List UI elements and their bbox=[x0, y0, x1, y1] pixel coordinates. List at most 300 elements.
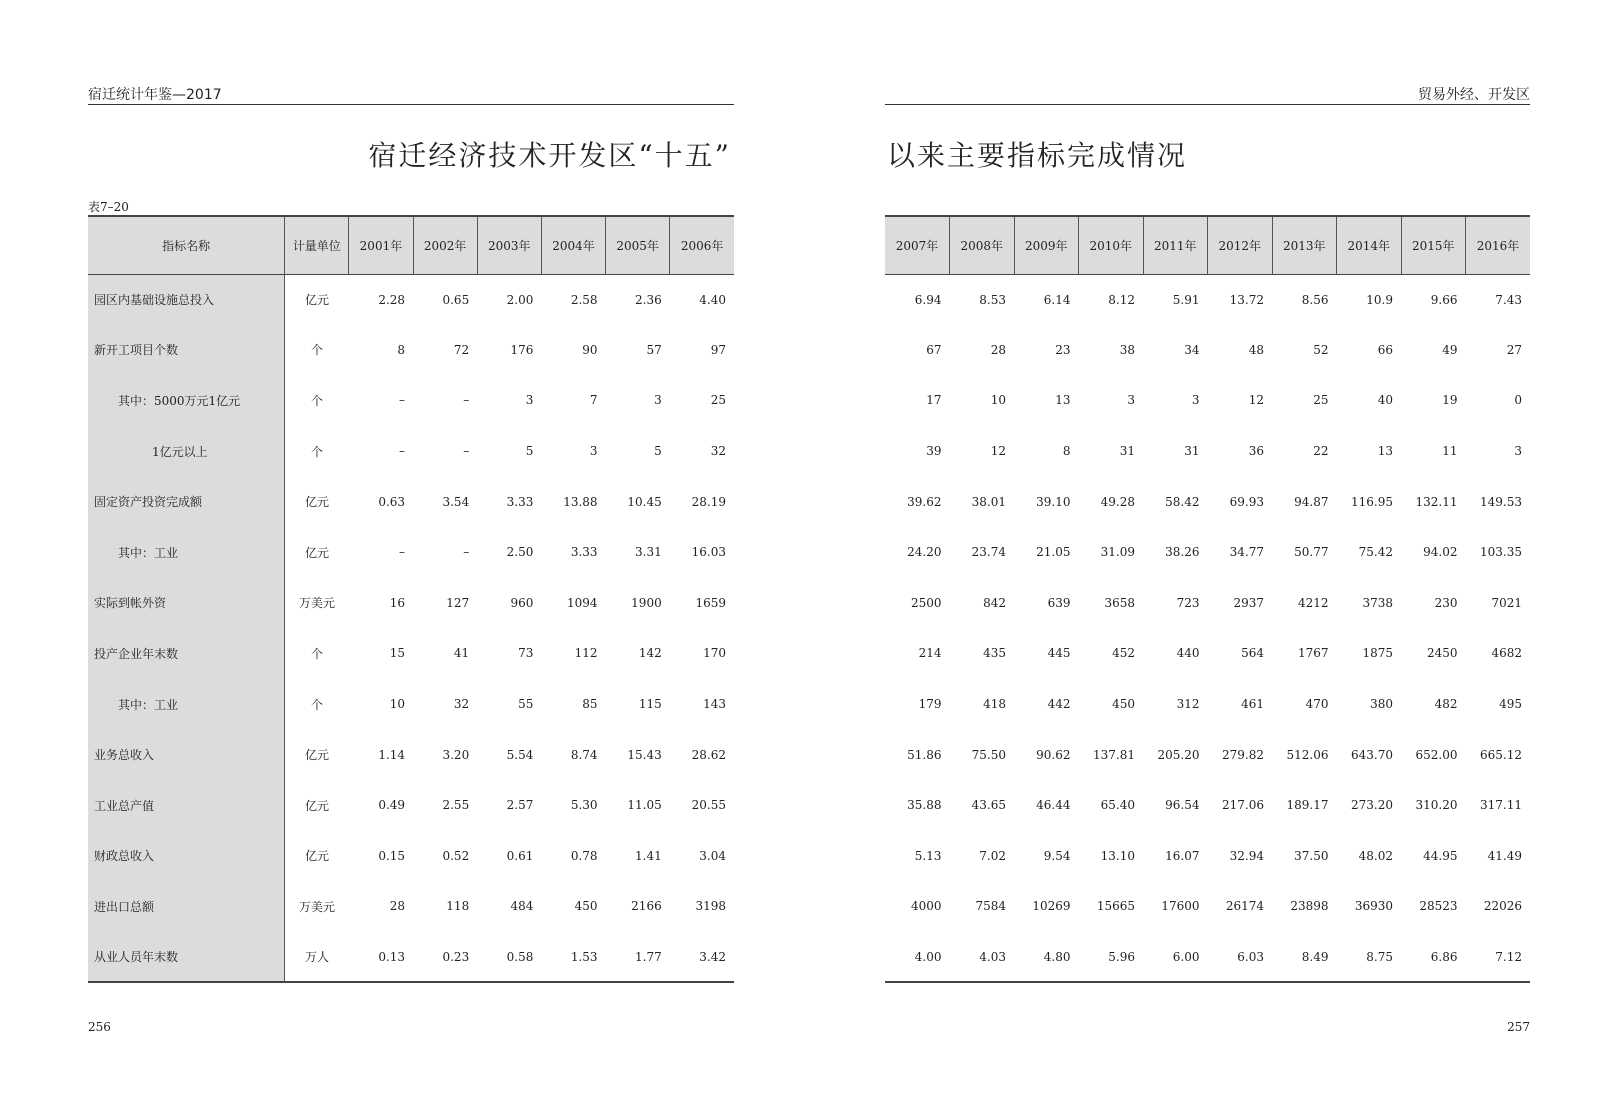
table-cell: 3 bbox=[525, 393, 534, 408]
table-cell: 8.49 bbox=[1272, 932, 1337, 983]
table-cell: 13.10 bbox=[1100, 848, 1135, 863]
table-cell: 23898 bbox=[1290, 899, 1329, 914]
table-cell: 31.09 bbox=[1100, 545, 1135, 560]
table-cell: 73 bbox=[518, 646, 534, 661]
table-cell: 4212 bbox=[1297, 595, 1329, 610]
table-cell: 12 bbox=[990, 444, 1006, 459]
table-cell: 3 bbox=[1127, 393, 1135, 408]
table-cell: 6.03 bbox=[1208, 932, 1273, 983]
table-cell: 1767 bbox=[1297, 646, 1329, 661]
header-year: 2011年 bbox=[1143, 216, 1208, 274]
table-body-left bbox=[88, 274, 734, 982]
table-cell: 723 bbox=[1176, 595, 1200, 610]
table-cell: 0.63 bbox=[378, 494, 406, 509]
table-cell: 22026 bbox=[1483, 899, 1522, 914]
table-cell: 16 bbox=[389, 595, 406, 610]
table-cell: 0.78 bbox=[570, 848, 598, 863]
table-cell: 665.12 bbox=[1480, 747, 1522, 762]
table-cell: 25 bbox=[1313, 393, 1329, 408]
table-cell: 217.06 bbox=[1222, 798, 1264, 813]
table-cell: 66 bbox=[1377, 342, 1393, 357]
table-cell: 3 bbox=[1191, 393, 1200, 408]
table-cell: 46.44 bbox=[1036, 798, 1071, 813]
table-cell: 28 bbox=[389, 899, 406, 914]
header-year: 2012年 bbox=[1208, 216, 1273, 274]
table-cell: 52 bbox=[1313, 342, 1329, 357]
table-row bbox=[885, 578, 1530, 629]
indicator-unit: 亿元 bbox=[305, 849, 330, 864]
table-cell: 69.93 bbox=[1229, 494, 1264, 509]
table-cell: 279.82 bbox=[1222, 747, 1264, 762]
table-cell: 418 bbox=[983, 697, 1006, 712]
table-cell: 8.74 bbox=[570, 747, 598, 762]
indicator-unit: 亿元 bbox=[305, 748, 330, 763]
table-cell: 44.95 bbox=[1423, 848, 1458, 863]
table-cell: 8.56 bbox=[1301, 292, 1329, 307]
table-cell: 5 bbox=[654, 444, 662, 459]
table-cell: 3.20 bbox=[442, 747, 470, 762]
indicator-unit: 亿元 bbox=[305, 293, 330, 308]
table-cell: 8 bbox=[397, 342, 406, 357]
table-row bbox=[88, 527, 734, 578]
header-year: 2013年 bbox=[1272, 216, 1337, 274]
header-year: 2015年 bbox=[1401, 216, 1466, 274]
table-cell: 450 bbox=[1112, 697, 1135, 712]
table-cell: 90.62 bbox=[1036, 747, 1071, 762]
table-cell: 36930 bbox=[1354, 899, 1393, 914]
table-cell: 15665 bbox=[1096, 899, 1135, 914]
table-cell: 2500 bbox=[910, 595, 942, 610]
indicator-unit: 个 bbox=[311, 646, 324, 661]
table-cell: 5.91 bbox=[1172, 292, 1200, 307]
table-cell: 12 bbox=[1248, 393, 1264, 408]
indicator-name: 进出口总额 bbox=[88, 881, 285, 932]
table-row bbox=[88, 679, 734, 730]
table-cell: – bbox=[399, 444, 406, 459]
table-cell: 214 bbox=[918, 646, 942, 661]
header-year: 2010年 bbox=[1079, 216, 1144, 274]
table-cell: 4.03 bbox=[950, 932, 1015, 983]
table-cell: 0.52 bbox=[442, 848, 470, 863]
table-cell: 10269 bbox=[1032, 899, 1071, 914]
table-cell: 273.20 bbox=[1351, 798, 1393, 813]
table-cell: 7 bbox=[589, 393, 598, 408]
table-cell: 6.00 bbox=[1143, 932, 1208, 983]
table-cell: 0.61 bbox=[506, 848, 534, 863]
table-cell: 25 bbox=[710, 393, 726, 408]
header-year: 2009年 bbox=[1014, 216, 1079, 274]
header-year: 2004年 bbox=[541, 216, 605, 274]
indicator-unit: 个 bbox=[311, 343, 324, 358]
table-cell: 35.88 bbox=[907, 798, 942, 813]
table-cell: 41 bbox=[453, 646, 470, 661]
indicator-name: 其中：工业 bbox=[88, 679, 285, 730]
table-cell: 6.86 bbox=[1401, 932, 1466, 983]
table-cell: 1875 bbox=[1362, 646, 1393, 661]
header-year: 2008年 bbox=[950, 216, 1015, 274]
table-row bbox=[885, 476, 1530, 527]
table-cell: 5.30 bbox=[570, 798, 598, 813]
table-cell: 0.13 bbox=[349, 932, 413, 983]
table-cell: 1.77 bbox=[606, 932, 670, 983]
table-cell: 103.35 bbox=[1480, 545, 1522, 560]
table-cell: 16.03 bbox=[691, 545, 726, 560]
table-cell: 57 bbox=[646, 342, 662, 357]
table-cell: 10 bbox=[389, 697, 406, 712]
table-cell: 13.72 bbox=[1229, 292, 1264, 307]
table-cell: 31 bbox=[1119, 444, 1135, 459]
page-number-right: 257 bbox=[1507, 1020, 1530, 1034]
page-number-left: 256 bbox=[88, 1020, 111, 1034]
table-row bbox=[88, 628, 734, 679]
table-row bbox=[885, 274, 1530, 325]
table-cell: 3.54 bbox=[442, 494, 470, 509]
table-cell: 67 bbox=[926, 342, 942, 357]
table-cell: 2.55 bbox=[442, 798, 470, 813]
table-cell: 39 bbox=[926, 444, 942, 459]
table-cell: 205.20 bbox=[1157, 747, 1200, 762]
table-cell: 0.58 bbox=[477, 932, 541, 983]
table-cell: 7.12 bbox=[1466, 932, 1531, 983]
table-cell: 4.80 bbox=[1014, 932, 1079, 983]
table-cell: 1094 bbox=[567, 595, 598, 610]
table-cell: 5.13 bbox=[914, 848, 942, 863]
table-cell: 94.87 bbox=[1294, 494, 1329, 509]
table-cell: 23 bbox=[1055, 342, 1071, 357]
table-cell: 38 bbox=[1119, 342, 1135, 357]
table-row bbox=[885, 426, 1530, 477]
table-cell: 0.15 bbox=[378, 848, 406, 863]
table-cell: 51.86 bbox=[907, 747, 942, 762]
header-year: 2005年 bbox=[606, 216, 670, 274]
title-right-part: 以来主要指标完成情况 bbox=[887, 139, 1188, 172]
table-cell: 1659 bbox=[695, 595, 726, 610]
table-cell: 5 bbox=[525, 444, 534, 459]
indicator-unit: 万美元 bbox=[299, 596, 336, 611]
table-cell: 452 bbox=[1112, 646, 1135, 661]
table-cell: 28 bbox=[990, 342, 1006, 357]
table-cell: 4.40 bbox=[699, 292, 726, 307]
table-cell: 2.50 bbox=[506, 545, 534, 560]
table-cell: 24.20 bbox=[907, 545, 942, 560]
indicator-unit: 万人 bbox=[285, 932, 349, 983]
table-header-row-left bbox=[88, 216, 734, 274]
header-year: 2002年 bbox=[413, 216, 477, 274]
table-row bbox=[88, 375, 734, 426]
table-cell: 116.95 bbox=[1351, 494, 1393, 509]
table-cell: 48.02 bbox=[1358, 848, 1393, 863]
indicator-table-left bbox=[88, 215, 734, 983]
table-cell: 2.57 bbox=[506, 798, 534, 813]
header-unit: 计量单位 bbox=[285, 216, 349, 274]
table-cell: 2450 bbox=[1426, 646, 1458, 661]
table-cell: 97 bbox=[710, 342, 726, 357]
table-cell: 28.62 bbox=[691, 747, 726, 762]
table-cell: – bbox=[399, 545, 406, 560]
table-cell: 435 bbox=[983, 646, 1006, 661]
table-cell: 3 bbox=[589, 444, 598, 459]
table-cell: 28523 bbox=[1419, 899, 1458, 914]
table-row bbox=[88, 578, 734, 629]
table-cell: 380 bbox=[1370, 697, 1393, 712]
table-cell: 32 bbox=[710, 444, 726, 459]
table-cell: 13 bbox=[1377, 444, 1393, 459]
table-row bbox=[885, 881, 1530, 932]
header-year: 2007年 bbox=[885, 216, 950, 274]
table-cell: 11.05 bbox=[627, 798, 662, 813]
table-cell: 564 bbox=[1241, 646, 1264, 661]
table-row bbox=[885, 527, 1530, 578]
table-cell: 17600 bbox=[1161, 899, 1200, 914]
table-cell: 8 bbox=[1062, 444, 1071, 459]
table-cell: 652.00 bbox=[1415, 747, 1458, 762]
indicator-name: 实际到帐外资 bbox=[88, 578, 285, 629]
table-cell: 4.00 bbox=[885, 932, 950, 983]
table-cell: 21.05 bbox=[1036, 545, 1071, 560]
table-cell: 1.53 bbox=[541, 932, 605, 983]
table-cell: 26174 bbox=[1225, 899, 1264, 914]
table-cell: 0 bbox=[1514, 393, 1522, 408]
table-cell: 842 bbox=[983, 595, 1006, 610]
table-cell: 85 bbox=[582, 697, 598, 712]
table-row bbox=[88, 780, 734, 831]
table-cell: 1.41 bbox=[635, 848, 662, 863]
table-cell: 8.53 bbox=[979, 292, 1006, 307]
table-row bbox=[88, 274, 734, 325]
table-cell: 137.81 bbox=[1093, 747, 1135, 762]
table-row bbox=[88, 729, 734, 780]
indicator-unit: 个 bbox=[311, 697, 324, 712]
table-cell: 312 bbox=[1176, 697, 1200, 712]
table-cell: 115 bbox=[638, 697, 662, 712]
table-cell: 450 bbox=[574, 899, 598, 914]
indicator-unit: 万美元 bbox=[299, 899, 336, 914]
table-row bbox=[885, 780, 1530, 831]
header-rule-left bbox=[88, 104, 734, 105]
table-cell: 3.31 bbox=[635, 545, 662, 560]
table-cell: 470 bbox=[1305, 697, 1329, 712]
table-cell: 3.42 bbox=[670, 932, 734, 983]
table-cell: 39.10 bbox=[1036, 494, 1071, 509]
table-cell: 176 bbox=[510, 342, 534, 357]
table-cell: 10 bbox=[990, 393, 1006, 408]
table-cell: 7.02 bbox=[979, 848, 1006, 863]
table-row bbox=[88, 325, 734, 376]
table-cell: 3 bbox=[1514, 444, 1522, 459]
table-cell: 9.54 bbox=[1043, 848, 1071, 863]
table-cell: 43.65 bbox=[971, 798, 1006, 813]
table-cell: 6.14 bbox=[1043, 292, 1071, 307]
table-cell: 28.19 bbox=[691, 494, 726, 509]
table-cell: 3658 bbox=[1104, 595, 1135, 610]
table-cell: 72 bbox=[453, 342, 470, 357]
table-cell: 639 bbox=[1047, 595, 1071, 610]
table-cell: 41.49 bbox=[1487, 848, 1522, 863]
table-cell: 38.26 bbox=[1165, 545, 1200, 560]
table-cell: 55 bbox=[518, 697, 534, 712]
table-cell: 445 bbox=[1047, 646, 1071, 661]
table-cell: 0.65 bbox=[442, 292, 470, 307]
indicator-table-right bbox=[885, 215, 1530, 983]
indicator-name: 新开工项目个数 bbox=[88, 325, 285, 376]
table-row bbox=[88, 426, 734, 477]
table-cell: 31 bbox=[1184, 444, 1200, 459]
table-cell: 3.33 bbox=[506, 494, 534, 509]
table-cell: 3198 bbox=[695, 899, 726, 914]
indicator-unit: 个 bbox=[311, 393, 324, 408]
table-row bbox=[885, 375, 1530, 426]
table-cell: 38.01 bbox=[971, 494, 1006, 509]
table-cell: 94.02 bbox=[1423, 545, 1458, 560]
table-body-right bbox=[885, 274, 1530, 982]
indicator-name: 园区内基础设施总投入 bbox=[88, 274, 285, 325]
table-cell: 49.28 bbox=[1100, 494, 1135, 509]
table-cell: 5.54 bbox=[506, 747, 534, 762]
table-cell: 461 bbox=[1241, 697, 1264, 712]
table-cell: 90 bbox=[582, 342, 598, 357]
table-cell: 310.20 bbox=[1415, 798, 1458, 813]
table-cell: 13 bbox=[1055, 393, 1071, 408]
table-cell: 484 bbox=[510, 899, 534, 914]
table-cell: 27 bbox=[1506, 342, 1522, 357]
running-head-right: 贸易外经、开发区 bbox=[1418, 87, 1530, 103]
table-cell: 442 bbox=[1047, 697, 1071, 712]
indicator-name: 其中：工业 bbox=[88, 527, 285, 578]
table-cell: 3.33 bbox=[570, 545, 598, 560]
table-number: 表7–20 bbox=[88, 200, 129, 214]
table-cell: 960 bbox=[510, 595, 534, 610]
table-cell: 15 bbox=[389, 646, 406, 661]
table-cell: 643.70 bbox=[1351, 747, 1393, 762]
running-head-left: 宿迁统计年鉴—2017 bbox=[88, 87, 222, 103]
header-year: 2006年 bbox=[670, 216, 734, 274]
table-cell: 48 bbox=[1248, 342, 1264, 357]
table-cell: 495 bbox=[1499, 697, 1522, 712]
table-cell: 9.66 bbox=[1430, 292, 1458, 307]
header-year: 2016年 bbox=[1466, 216, 1531, 274]
table-cell: 36 bbox=[1248, 444, 1264, 459]
indicator-name: 投产企业年末数 bbox=[88, 628, 285, 679]
table-cell: 317.11 bbox=[1480, 798, 1522, 813]
table-cell: 2166 bbox=[631, 899, 662, 914]
table-cell: 2937 bbox=[1233, 595, 1264, 610]
table-cell: 75.42 bbox=[1358, 545, 1393, 560]
table-cell: 1900 bbox=[631, 595, 662, 610]
table-cell: 112 bbox=[574, 646, 598, 661]
table-cell: – bbox=[463, 545, 470, 560]
table-row bbox=[885, 831, 1530, 882]
table-cell: 7021 bbox=[1491, 595, 1522, 610]
table-cell: 19 bbox=[1442, 393, 1458, 408]
table-row bbox=[88, 932, 734, 983]
table-cell: 8.75 bbox=[1337, 932, 1402, 983]
table-cell: 39.62 bbox=[907, 494, 942, 509]
table-cell: 65.40 bbox=[1100, 798, 1135, 813]
table-cell: 50.77 bbox=[1294, 545, 1329, 560]
header-year: 2014年 bbox=[1337, 216, 1402, 274]
left-page bbox=[0, 0, 800, 1099]
table-cell: 37.50 bbox=[1294, 848, 1329, 863]
indicator-name: 业务总收入 bbox=[88, 729, 285, 780]
table-cell: 440 bbox=[1176, 646, 1200, 661]
table-cell: 482 bbox=[1434, 697, 1458, 712]
table-cell: 5.96 bbox=[1079, 932, 1144, 983]
table-header-row-right bbox=[885, 216, 1530, 274]
table-cell: 179 bbox=[918, 697, 942, 712]
table-cell: 34 bbox=[1184, 342, 1200, 357]
table-cell: 6.94 bbox=[914, 292, 942, 307]
right-page bbox=[800, 0, 1609, 1099]
table-cell: 58.42 bbox=[1165, 494, 1200, 509]
table-cell: 3.04 bbox=[699, 848, 726, 863]
header-year: 2001年 bbox=[349, 216, 413, 274]
table-cell: 13.88 bbox=[563, 494, 598, 509]
title-left-part: 宿迁经济技术开发区“十五” bbox=[368, 139, 731, 172]
table-cell: 40 bbox=[1377, 393, 1393, 408]
table-cell: 0.49 bbox=[378, 798, 406, 813]
table-cell: 23.74 bbox=[971, 545, 1006, 560]
table-row bbox=[885, 729, 1530, 780]
table-cell: 10.9 bbox=[1366, 292, 1393, 307]
table-cell: 32.94 bbox=[1229, 848, 1264, 863]
table-cell: 15.43 bbox=[627, 747, 662, 762]
table-cell: 170 bbox=[703, 646, 726, 661]
indicator-name: 固定资产投资完成额 bbox=[88, 476, 285, 527]
table-cell: 10.45 bbox=[627, 494, 662, 509]
table-cell: 4000 bbox=[910, 899, 942, 914]
table-cell: 32 bbox=[453, 697, 470, 712]
table-cell: 16.07 bbox=[1165, 848, 1200, 863]
table-cell: 132.11 bbox=[1415, 494, 1458, 509]
table-cell: 0.23 bbox=[413, 932, 477, 983]
table-cell: 512.06 bbox=[1286, 747, 1329, 762]
table-row bbox=[885, 628, 1530, 679]
header-rule-right bbox=[885, 104, 1530, 105]
table-cell: 17 bbox=[926, 393, 942, 408]
header-indicator-name: 指标名称 bbox=[88, 216, 285, 274]
indicator-name: 财政总收入 bbox=[88, 831, 285, 882]
indicator-name: 工业总产值 bbox=[88, 780, 285, 831]
table-cell: 2.28 bbox=[378, 292, 406, 307]
header-year: 2003年 bbox=[477, 216, 541, 274]
table-cell: 118 bbox=[446, 899, 470, 914]
table-cell: 22 bbox=[1313, 444, 1329, 459]
table-cell: 142 bbox=[638, 646, 662, 661]
indicator-name: 1亿元以上 bbox=[88, 426, 285, 477]
indicator-unit: 亿元 bbox=[305, 495, 330, 510]
table-cell: 2.00 bbox=[506, 292, 534, 307]
table-cell: 7584 bbox=[975, 899, 1006, 914]
table-cell: – bbox=[463, 444, 470, 459]
table-cell: 189.17 bbox=[1286, 798, 1329, 813]
table-cell: 1.14 bbox=[378, 747, 406, 762]
table-row bbox=[88, 476, 734, 527]
table-cell: 7.43 bbox=[1495, 292, 1522, 307]
table-cell: – bbox=[463, 393, 470, 408]
indicator-unit: 亿元 bbox=[305, 545, 330, 560]
table-row bbox=[88, 831, 734, 882]
table-row bbox=[885, 932, 1530, 983]
indicator-unit: 亿元 bbox=[305, 798, 330, 813]
table-cell: 49 bbox=[1442, 342, 1458, 357]
indicator-name: 其中：5000万元1亿元 bbox=[88, 375, 285, 426]
table-cell: 2.58 bbox=[570, 292, 598, 307]
table-cell: 8.12 bbox=[1108, 292, 1135, 307]
table-cell: 4682 bbox=[1491, 646, 1522, 661]
table-row bbox=[88, 881, 734, 932]
table-cell: 11 bbox=[1442, 444, 1458, 459]
table-cell: 20.55 bbox=[691, 798, 726, 813]
